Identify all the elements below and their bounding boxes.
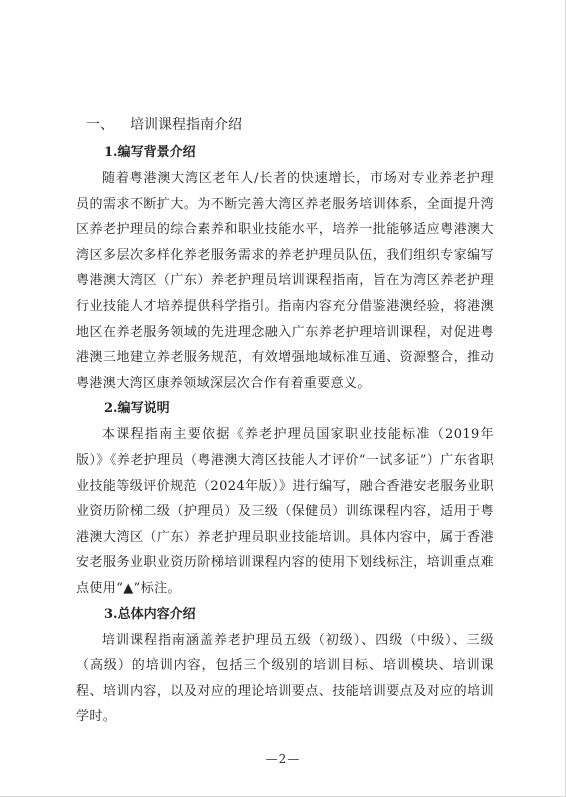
paragraph-notes: 本课程指南主要依据《养老护理员国家职业技能标准（2019年版）》《养老护理员（粤港澳大湾区技能人才评价“一试多证”）广东省职业技能等级评价规范（2024年版）》进行编写，融合香港安老服务业职业资历阶梯二级（护理员）及三级（保健员）训练课程内容，适用于粤港澳大湾区（广东）养老护理员职业技能培训。具体内容中，属于香港安老服务业职业资历阶梯培训课程内容的使用下划线标注，培训重点难点使用“▲”标注。 xyxy=(76,427,494,596)
subsection-title-background: 1.编写背景介绍 xyxy=(104,145,196,160)
paragraph-overview: 培训课程指南涵盖养老护理员五级（初级）、四级（中级）、三级（高级）的培训内容，包括三个级别的培训目标、培训模块、培训课程、培训内容，以及对应的理论培训要点、技能培训要点及对应的培训学时。 xyxy=(76,632,494,725)
section-title-text: 培训课程指南介绍 xyxy=(130,117,242,133)
page-number: —2— xyxy=(265,752,301,766)
subsection-title-notes: 2.编写说明 xyxy=(104,401,170,417)
section-heading xyxy=(86,112,494,138)
paragraph-background: 随着粤港澳大湾区老年人/长者的快速增长，市场对专业养老护理员的需求不断扩大。为不断完善大湾区养老服务培训体系，全面提升湾区养老护理员的综合素养和职业技能水平，培养一批能够适应粤港澳大湾区多层次多样化养老服务需求的养老护理员队伍，我们组织专家编写粤港澳大湾区（广东）养老护理员培训课程指南，旨在为湾区养老护理行业技能人才培养提供科学指引。指南内容充分借鉴港澳经验，将港澳地区在养老服务领域的先进理念融入广东养老护理培训课程，对促进粤港澳三地建立养老服务规范，有效增强地域标准互通、资源整合，推动粤港澳大湾区康养领域深层次合作有着重要意义。 xyxy=(76,171,494,391)
document-body xyxy=(76,112,494,730)
section-number: 一、 xyxy=(86,117,114,133)
subsection-title-overview: 3.总体内容介绍 xyxy=(104,606,196,622)
